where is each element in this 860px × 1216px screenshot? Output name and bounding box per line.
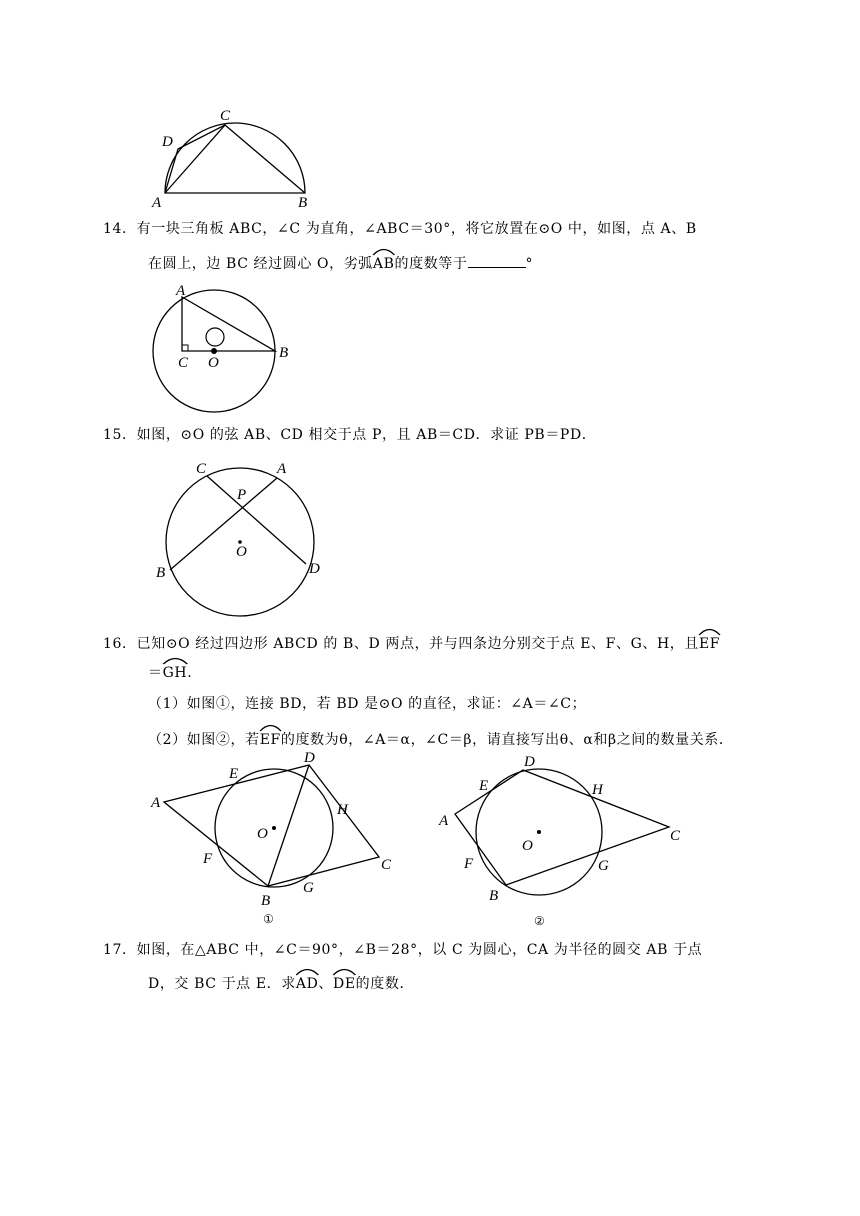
q16-fig1-label-b: B [261,893,271,909]
q16-figure-2 [435,752,695,932]
q16-fig1-label-d: D [304,750,315,766]
q16-fig1-label-h: H [337,802,348,818]
q13-label-c: C [220,108,231,124]
q16-part1: （1）如图①，连接 BD，若 BD 是⊙O 的直径，求证：∠A＝∠C； [148,696,587,712]
q16-line1: 16．已知⊙O 经过四边形 ABCD 的 B、D 两点，并与四条边分别交于点 E、F、G、H，且 EF [103,631,720,654]
q17-arc-de: DE [333,971,356,994]
q13-figure [150,100,330,212]
q16-line2: ＝ GH. [148,660,192,683]
q14-arc-ab: AB [373,251,395,274]
q15-label-d: D [309,561,320,577]
q17-arc-ad: AD [296,971,319,994]
q17-line2: D，交 BC 于点 E．求 AD、 DE的度数． [148,971,414,994]
q16-fig2-label-b: B [489,888,499,904]
q16-fig1-label-a: A [151,795,161,811]
q16-part2-arc-ef: EF [260,727,281,750]
q16-part2: （2）如图②，若 EF的度数为θ，∠A＝α，∠C＝β，请直接写出θ、α和β之间的数量关系． [148,727,734,750]
q14-label-a: A [176,283,186,299]
q16-fig1-label-f: F [203,851,213,867]
q14-degree: ° [525,256,534,272]
q14-label-c: C [178,355,189,371]
q14-line1: 14．有一块三角板 ABC，∠C 为直角，∠ABC＝30°，将它放置在⊙O 中，如图，点 A、B [103,221,697,237]
q15-label-p: P [237,487,247,503]
q16-fig2-caption: ② [534,914,545,928]
q14-line2 [148,251,533,274]
q15-label-a: A [277,461,287,477]
q15-label-o: O [236,544,247,560]
q16-fig1-label-e: E [229,766,239,782]
q16-fig2-label-g: G [598,858,609,874]
q16-fig2-label-d: D [524,754,535,770]
q14-figure [148,282,298,417]
q16-figure-1 [145,752,405,932]
q16-fig1-label-c: C [381,857,392,873]
q13-label-b: B [298,195,308,211]
q14-answer-blank[interactable] [468,253,526,268]
q16-fig2-label-f: F [464,856,474,872]
q16-fig2-label-h: H [592,782,603,798]
q16-arc-gh: GH [163,660,188,683]
q16-fig2-label-c: C [670,828,681,844]
q13-label-d: D [162,134,173,150]
q14-text-a: 在圆上，边 BC 经过圆心 O，劣弧 [148,256,373,272]
q13-label-a: A [152,195,162,211]
q16-fig2-label-o: O [522,838,533,854]
q16-fig1-label-g: G [303,880,314,896]
q14-label-o: O [208,355,219,371]
q14-label-b: B [279,345,289,361]
q16-fig2-label-a: A [439,813,449,829]
q15-text: 15．如图，⊙O 的弦 AB、CD 相交于点 P，且 AB＝CD．求证 PB＝PD． [103,427,597,443]
q16-fig1-label-o: O [257,826,268,842]
q16-fig2-label-e: E [479,778,489,794]
q16-fig1-caption: ① [263,912,274,926]
q15-figure [150,455,330,620]
q14-text-b: 的度数等于 [394,256,468,272]
q16-arc-ef: EF [699,631,720,654]
q15-label-c: C [196,461,207,477]
q15-label-b: B [156,565,166,581]
q17-line1: 17．如图，在△ABC 中，∠C＝90°，∠B＝28°，以 C 为圆心，CA 为半径的圆交 AB 于点 [103,942,703,958]
